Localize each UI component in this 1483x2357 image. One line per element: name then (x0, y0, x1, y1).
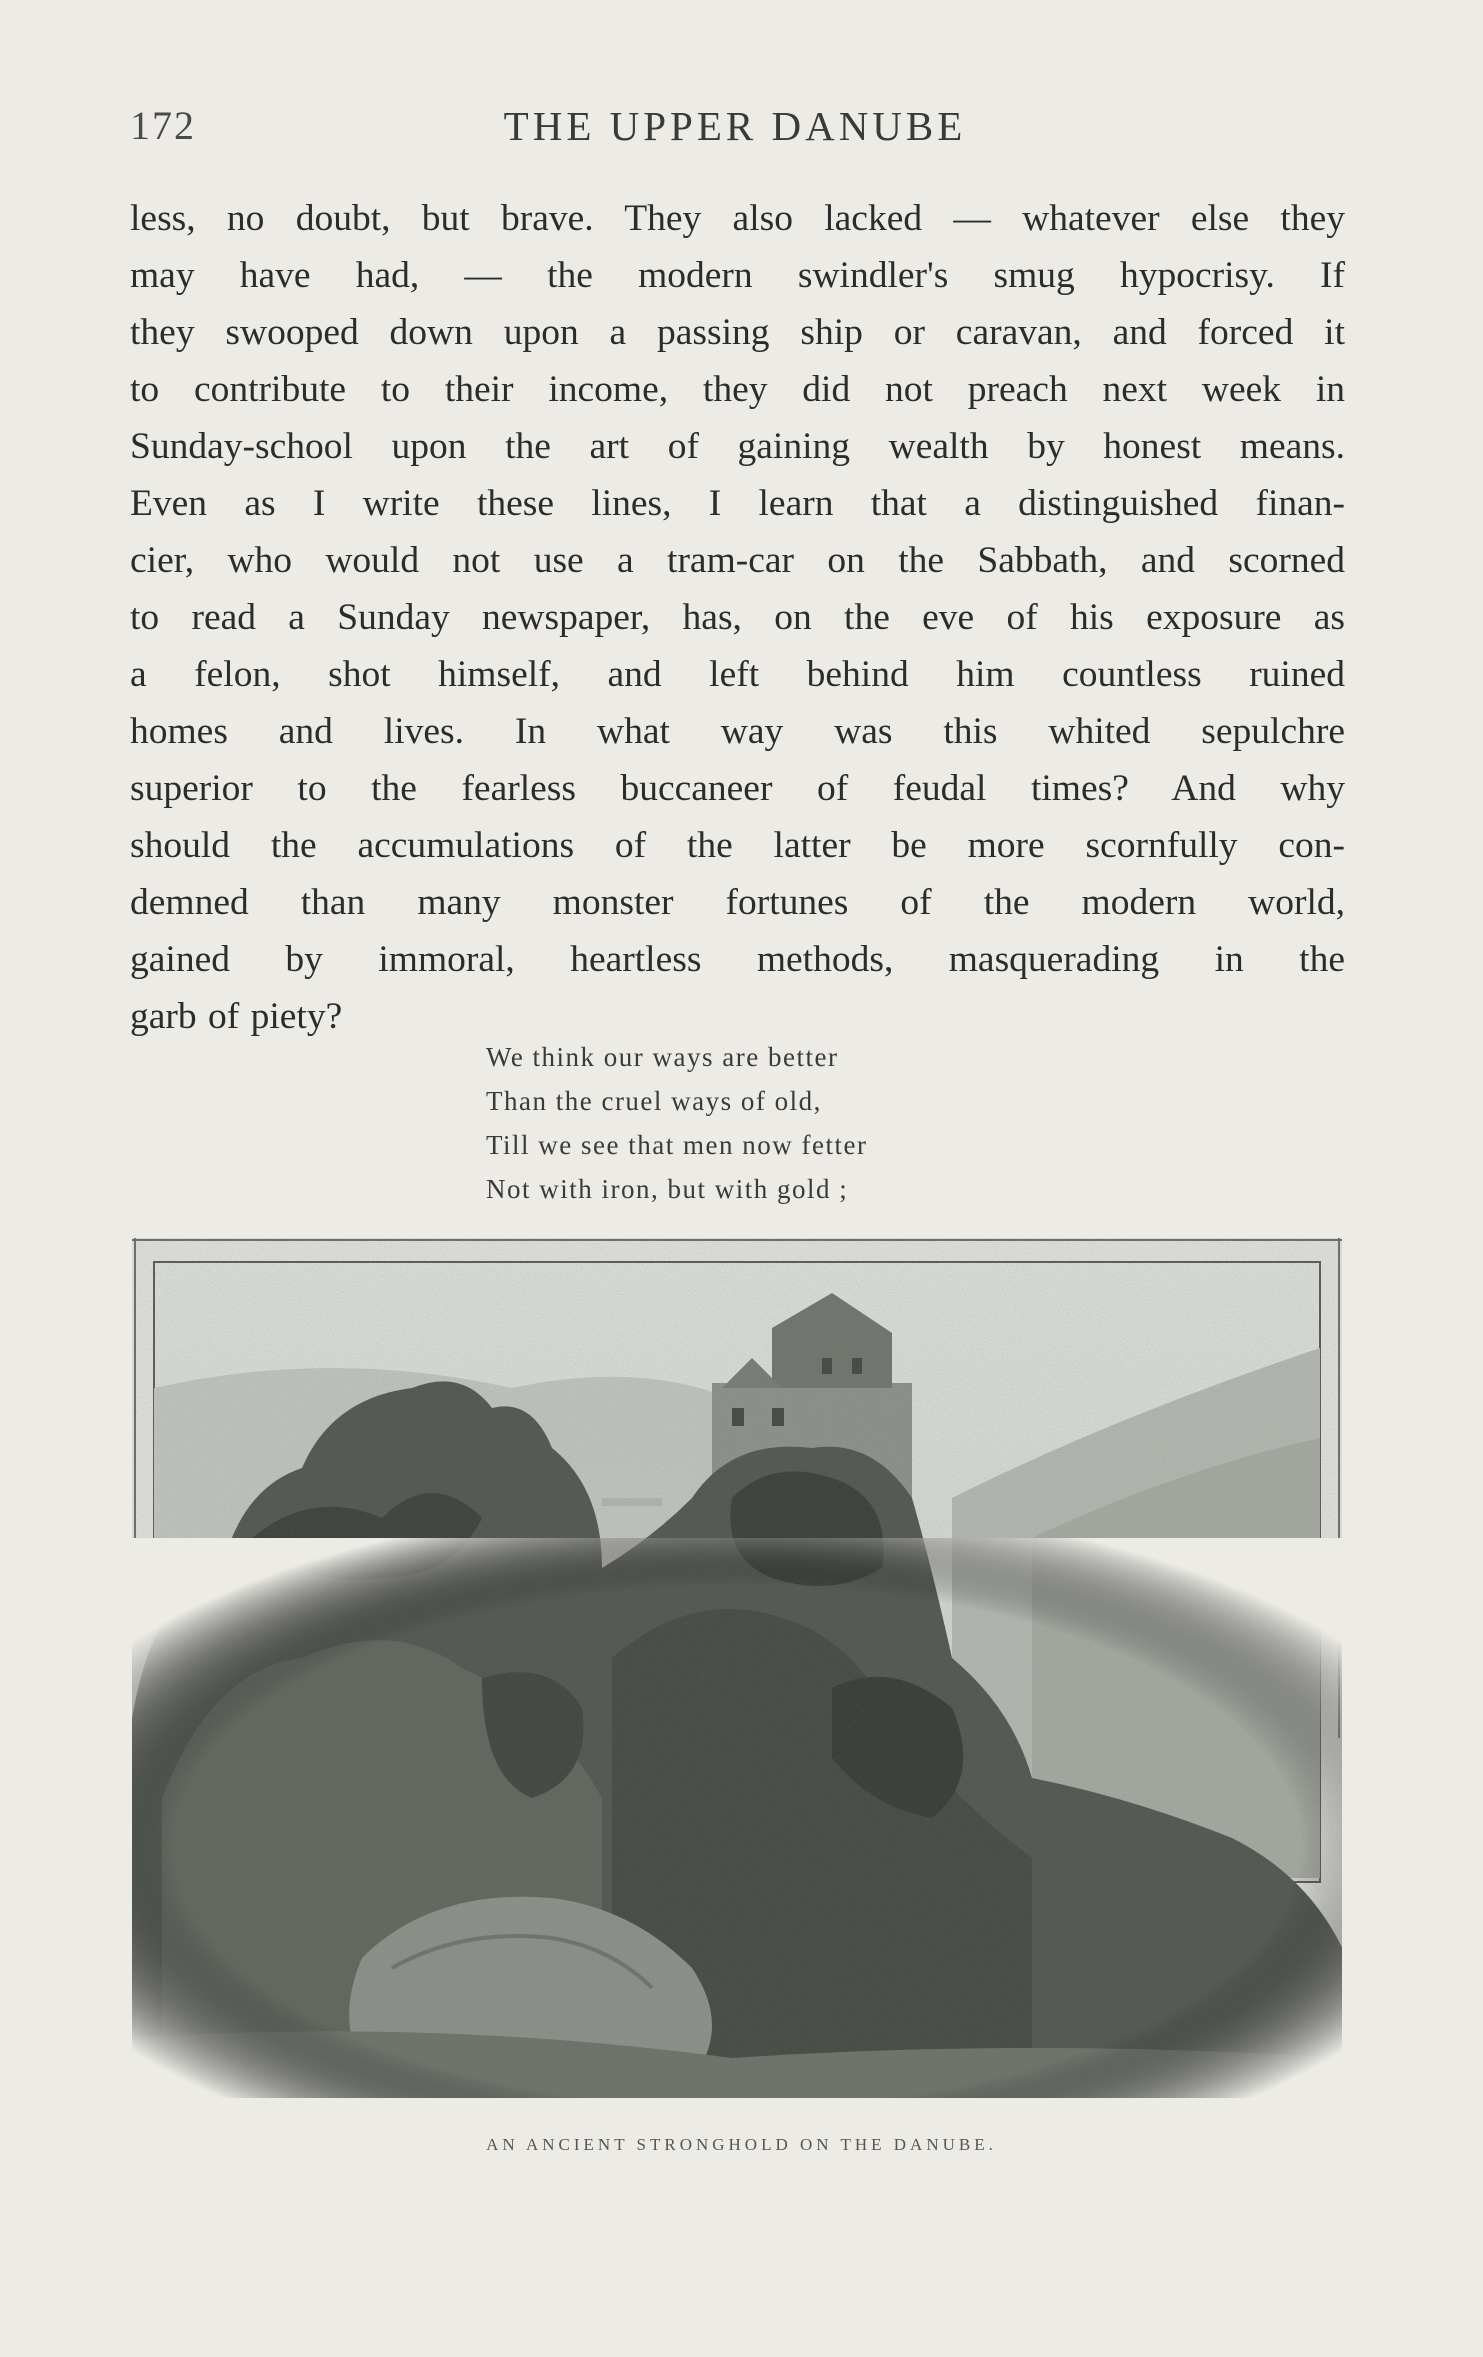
body-line: they swooped down upon a passing ship or caravan, and forced it (130, 312, 1345, 353)
body-line: less, no doubt, but brave. They also lacked — whatever else they (130, 198, 1345, 239)
body-line: superior to the fearless buccaneer of feudal times? And why (130, 768, 1345, 809)
body-line: may have had, — the modern swindler's smug hypocrisy. If (130, 255, 1345, 296)
verse-line: Till we see that men now fetter (486, 1130, 868, 1160)
verse-line: We think our ways are better (486, 1042, 839, 1072)
body-line: to contribute to their income, they did not preach next week in (130, 369, 1345, 410)
body-line: homes and lives. In what way was this whited sepulchre (130, 711, 1345, 752)
body-line: demned than many monster fortunes of the modern world, (130, 882, 1345, 923)
body-line: garb of piety? (130, 996, 343, 1037)
body-line: to read a Sunday newspaper, has, on the eve of his exposure as (130, 597, 1345, 638)
verse-line: Than the cruel ways of old, (486, 1086, 822, 1116)
body-line: gained by immoral, heartless methods, masquerading in the (130, 939, 1345, 980)
verse (486, 1035, 867, 1211)
illustration-caption: AN ANCIENT STRONGHOLD ON THE DANUBE. (486, 2135, 997, 2154)
page-number: 172 (130, 103, 196, 148)
illustration-stronghold (132, 1238, 1342, 2098)
body-line: should the accumulations of the latter be more scornfully con- (130, 825, 1345, 866)
verse-line: Not with iron, but with gold ; (486, 1174, 849, 1204)
body-text (130, 190, 1345, 1045)
running-title: THE UPPER DANUBE (503, 103, 967, 149)
page-header (130, 102, 1340, 162)
body-line: a felon, shot himself, and left behind him countless ruined (130, 654, 1345, 695)
body-line: Even as I write these lines, I learn that a distinguished finan- (130, 483, 1345, 524)
body-line: cier, who would not use a tram-car on the Sabbath, and scorned (130, 540, 1345, 581)
body-line: Sunday-school upon the art of gaining wealth by honest means. (130, 426, 1345, 467)
